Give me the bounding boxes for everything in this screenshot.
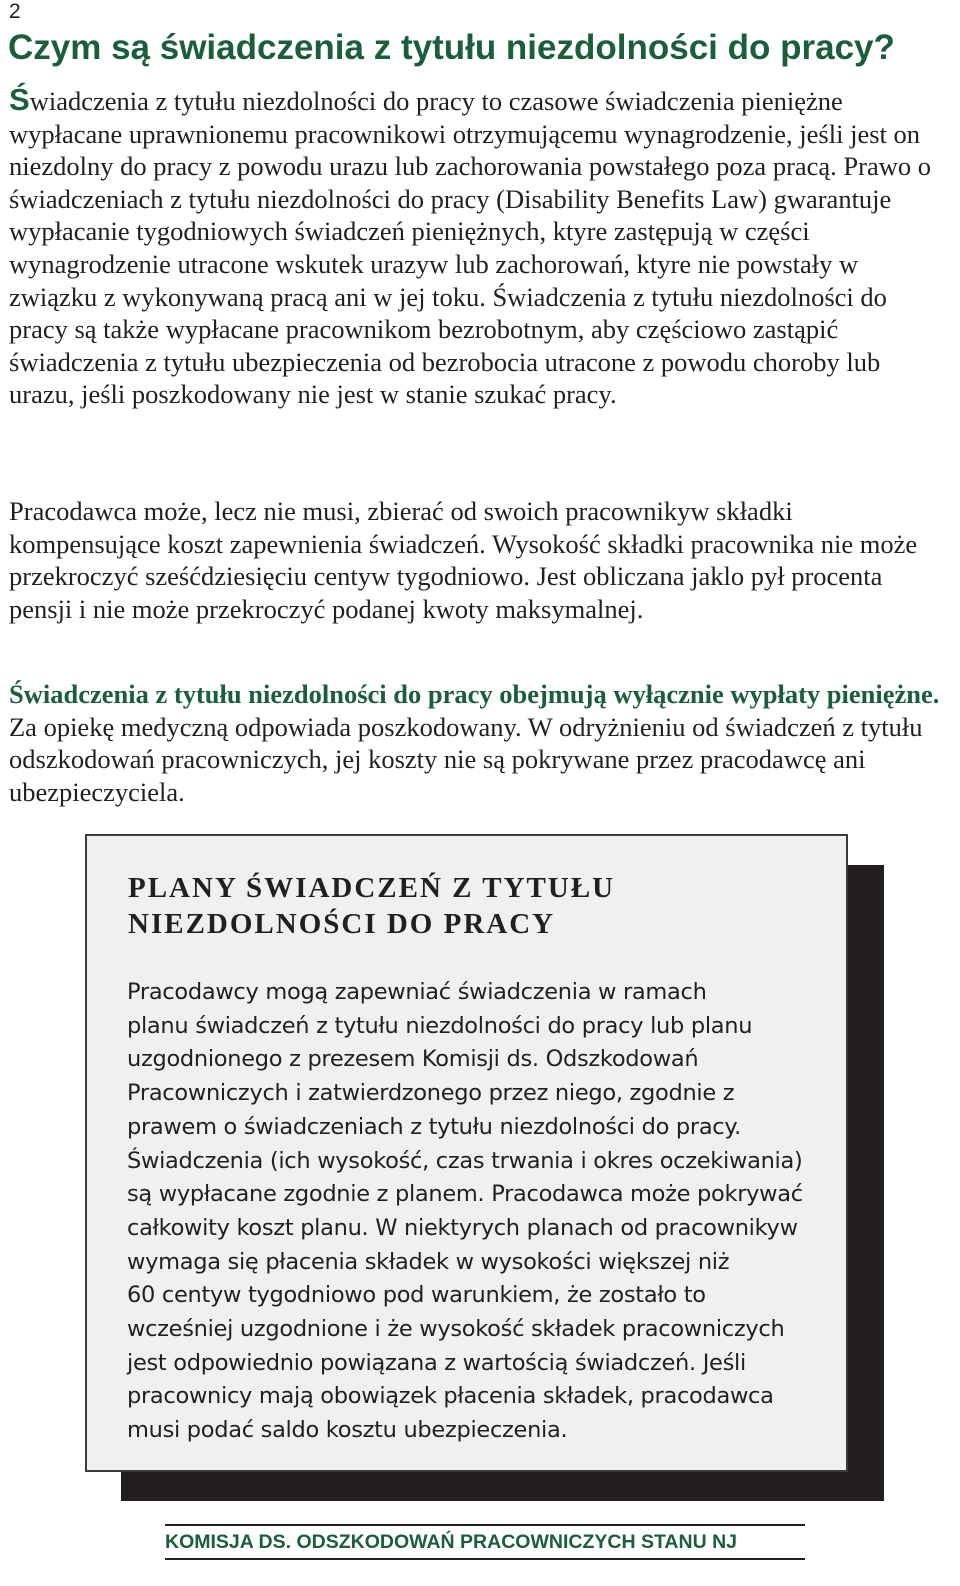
cash-benefits-text: Za opiekę medyczną odpowiada poszkodowany. W odryżnieniu od świadczeń z tytułu odszkodowań pracowniczych, jej koszty nie są pokrywane przez pracodawcę ani ubezpieczyciela. [9, 711, 923, 807]
footer-agency-name: KOMISJA DS. ODSZKODOWAŃ PRACOWNICZYCH STANU NJ [165, 1531, 738, 1553]
plans-sidebar-box [85, 834, 848, 1472]
footer-rule-top [165, 1524, 805, 1526]
contributions-paragraph: Pracodawca może, lecz nie musi, zbierać od swoich pracownikyw składki kompensujące koszt zapewnienia świadczeń. Wysokość składki pracownika nie może przekroczyć sześćdziesięciu centyw tygodniowo. Jest obliczana jaklo pył procenta pensji i nie może przekroczyć podanej kwoty maksymalnej. [9, 496, 918, 624]
dropcap-letter: Ś [9, 82, 30, 117]
intro-paragraph [9, 84, 944, 411]
cash-benefits-emphasis: Świadczenia z tytułu niezdolności do pracy obejmują wyłącznie wypłaty pieniężne. [9, 679, 940, 709]
plans-box-title-line2: NIEZDOLNOŚCI DO PRACY [128, 908, 556, 940]
cash-benefits-paragraph [9, 678, 944, 808]
footer-rule-bottom [165, 1558, 805, 1560]
page-title: Czym są świadczenia z tytułu niezdolności do pracy? [8, 28, 895, 67]
plans-box-text: Pracodawcy mogą zapewniać świadczenia w ramach planu świadczeń z tytułu niezdolności do pracy lub planu uzgodnionego z prezesem Komisji ds. Odszkodowań Pracowniczych i zatwierdzonego przez niego, zgodnie z prawem o świadczeniach z tytułu niezdolności do pracy. Świadczenia (ich wysokość, czas trwania i okres oczekiwania) są wypłacane zgodnie z planem. Pracodawca może pokrywać całkowity koszt planu. W niektyrych planach od pracownikyw wymaga się płacenia składek w wysokości większej niż 60 centyw tygodniowo pod warunkiem, że zostało to wcześniej uzgodnione i że wysokość składek pracowniczych jest odpowiednio powiązana z wartością świadczeń. Jeśli pracownicy mają obowiązek płacenia składek, pracodawca musi podać saldo kosztu ubezpieczenia. [127, 979, 803, 1444]
page-number: 2 [9, 0, 21, 23]
intro-paragraph-text: wiadczenia z tytułu niezdolności do pracy to czasowe świadczenia pieniężne wypłacane uprawnionemu pracownikowi otrzymującemu wynagrodzenie, jeśli jest on niezdolny do pracy z powodu urazu lub zachorowania powstałego poza pracą. Prawo o świadczeniach z tytułu niezdolności do pracy (Disability Benefits Law) gwarantuje wypłacanie tygodniowych świadczeń pieniężnych, ktyre zastępują w części wynagrodzenie utracone wskutek urazyw lub zachorowań, ktyre nie powstały w związku z wykonywaną pracą ani w jej toku. Świadczenia z tytułu niezdolności do pracy są także wypłacane pracownikom bezrobotnym, aby częściowo zastąpić świadczenia z tytułu ubezpieczenia od bezrobocia utracone z powodu choroby lub urazu, jeśli poszkodowany nie jest w stanie szukać pracy. [9, 86, 932, 410]
plans-box-title-line1: PLANY ŚWIADCZEŃ Z TYTUŁU [128, 872, 616, 904]
plans-box-title [128, 870, 615, 942]
